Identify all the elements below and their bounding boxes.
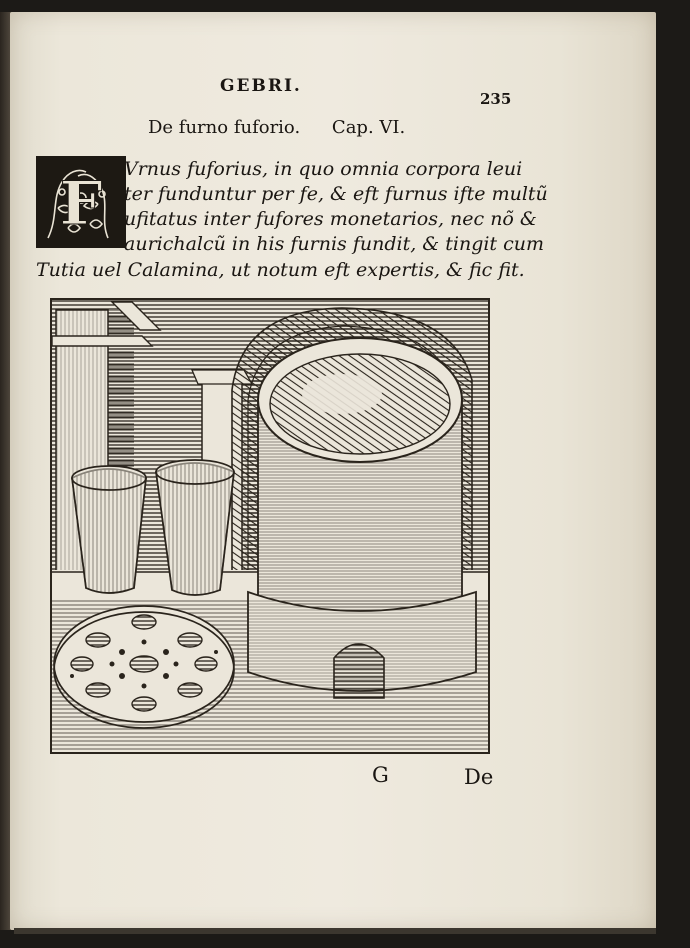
running-head: GEBRI. [220, 76, 302, 96]
chapter-number: Cap. VI. [331, 117, 406, 138]
body-line-2: ter funduntur per fe, & eft furnus ifte multũ [124, 183, 548, 205]
decorated-initial [36, 156, 126, 248]
chapter-title: De furno fuforio. [148, 117, 301, 138]
body-line-1: Vrnus fuforius, in quo omnia corpora leui [124, 158, 523, 180]
body-line-5: Tutia uel Calamina, ut notum eft expertis, & fic fit. [36, 259, 525, 281]
chapter-heading [148, 117, 405, 138]
woodcut-illustration [50, 298, 490, 754]
page-bottom-edge [14, 928, 656, 934]
floral-ornament-icon [38, 158, 124, 246]
initial-letter: F [59, 169, 103, 239]
body-line-4: aurichalcũ in his furnis fundit, & tingit cum [124, 233, 545, 255]
body-line-3: ufitatus inter fufores monetarios, nec nõ & [124, 208, 537, 230]
catchword: De [464, 765, 494, 789]
signature-mark: G [372, 763, 389, 787]
furnace-woodcut-icon [52, 300, 488, 752]
page-number: 235 [480, 90, 512, 108]
